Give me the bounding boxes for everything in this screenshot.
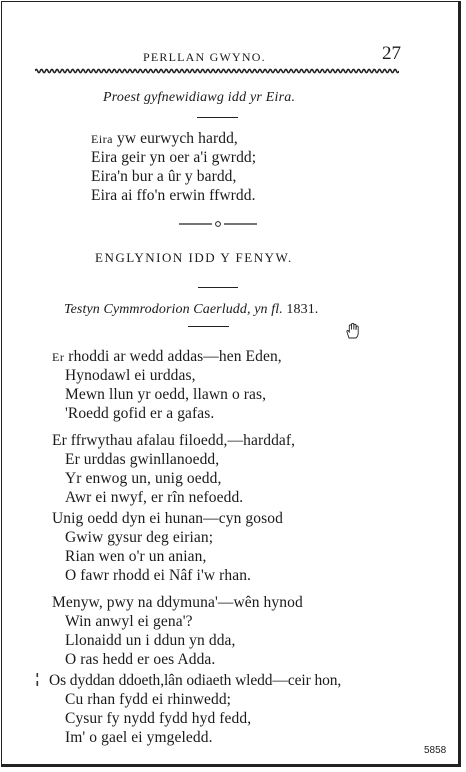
verse-line-text: yw eurwych hardd, (113, 130, 238, 147)
verse-line (52, 348, 282, 366)
short-rule (197, 117, 238, 118)
verse-line: Os dyddan ddoeth,lân odiaeth wledd—ceir hon, (49, 672, 342, 689)
verse-line: Eira geir yn oer a'i gwrdd; (91, 149, 257, 166)
verse-line: Win anwyl ei gena'? (65, 613, 193, 630)
verse-line: Er ffrwythau afalau filoedd,—harddaf, (52, 432, 296, 449)
verse-line: Llonaidd un i ddun yn dda, (65, 632, 236, 649)
verse-line: Mewn llun yr oedd, llawn o ras, (65, 386, 267, 403)
verse-line: Yr enwog un, unig oedd, (65, 470, 222, 487)
verse-line: Unig oedd dyn ei hunan—cyn gosod (52, 510, 283, 527)
verse-line: Gwiw gysur deg eirian; (65, 529, 214, 546)
verse-lead-word: Eira (91, 132, 113, 146)
subtitle-italic: Testyn Cymmrodorion Caerludd, yn fl. (64, 302, 283, 317)
verse-line: O ras hedd er oes Adda. (65, 651, 216, 668)
verse-line: Cysur fy nydd fydd hyd fedd, (65, 710, 252, 727)
wavy-rule-icon (35, 67, 399, 75)
verse-line: O fawr rhodd ei Nâf i'w rhan. (65, 567, 252, 584)
verse-line: Cu rhan fydd ei rhinwedd; (65, 691, 232, 708)
verse-line: Menyw, pwy na ddymuna'—wên hynod (52, 594, 303, 611)
page-number: 27 (382, 43, 401, 64)
section2-subtitle (64, 302, 318, 318)
hand-cursor-icon (345, 323, 360, 339)
print-speck (36, 672, 39, 688)
verse-line: Awr ei nwyf, er rîn nefoedd. (65, 489, 244, 506)
short-rule (188, 326, 229, 327)
verse-line: Hynodawl ei urddas, (65, 367, 196, 384)
verse-line: Er urddas gwinllanoedd, (65, 451, 220, 468)
verse-lead-word: Er (52, 350, 65, 364)
library-mark: 5858 (424, 745, 447, 756)
verse-line-text: rhoddi ar wedd addas—hen Eden, (64, 348, 282, 365)
subtitle-year: 1831. (282, 302, 319, 317)
verse-line: Eira'n bur a ûr y bardd, (91, 168, 237, 185)
section2-title: ENGLYNION IDD Y FENYW. (95, 250, 293, 265)
running-title: PERLLAN GWYNO. (143, 50, 266, 64)
verse-line (91, 130, 238, 148)
ornament-divider (179, 219, 259, 229)
section1-subtitle: Proest gyfnewidiawg idd yr Eira. (103, 90, 296, 105)
verse-line: Rian wen o'r un anian, (65, 548, 207, 565)
verse-line: 'Roedd gofid er a gafas. (65, 405, 215, 422)
short-rule (198, 287, 238, 288)
verse-line: Eira ai ffo'n erwin ffwrdd. (91, 187, 256, 204)
verse-line: Im' o gael ei ymgeledd. (65, 729, 213, 746)
